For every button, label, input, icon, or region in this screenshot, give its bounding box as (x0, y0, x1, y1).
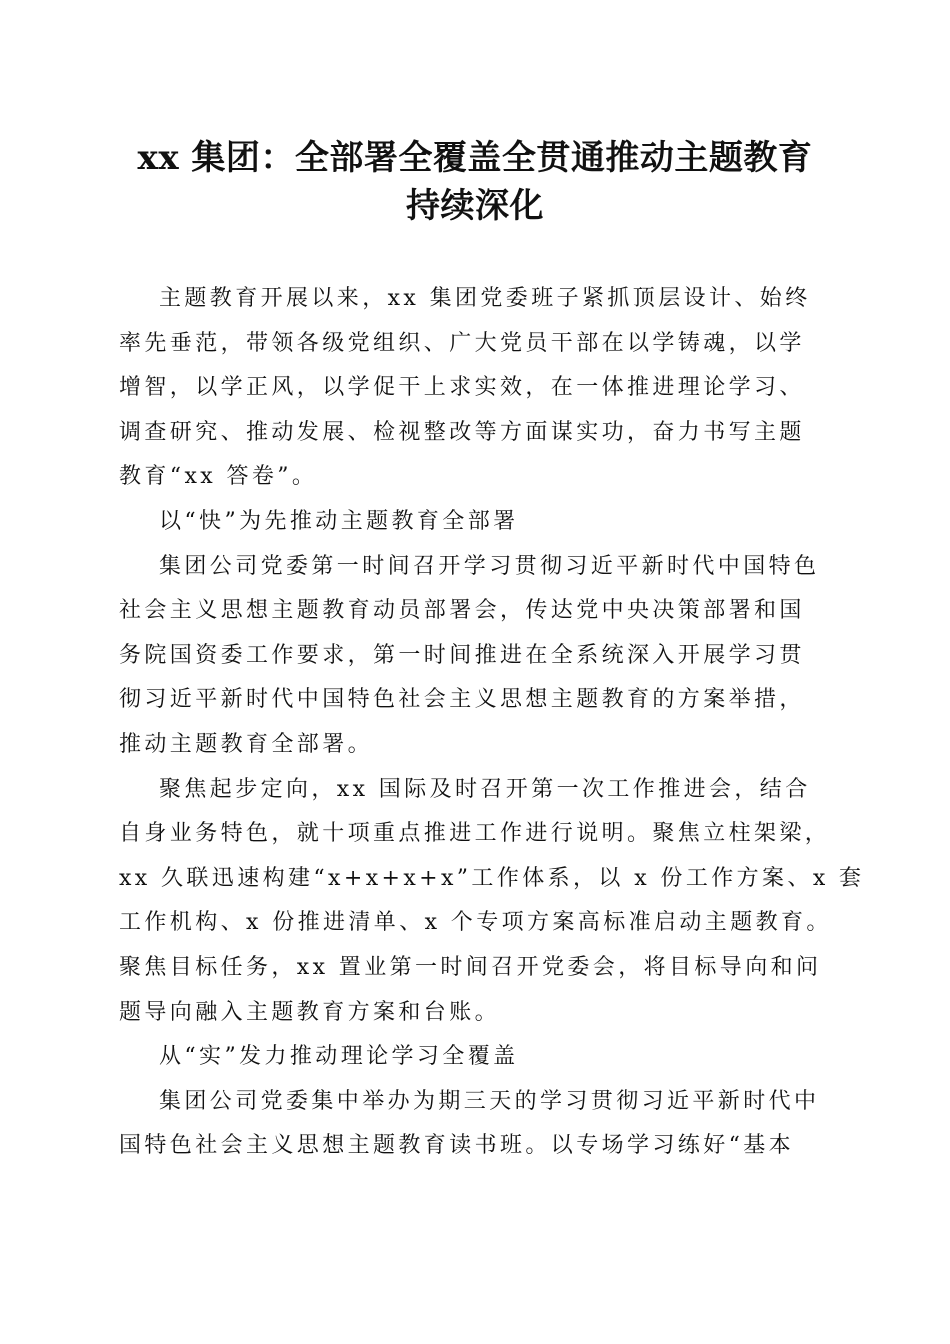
paragraph-line: 增智，以学正风，以学促干上求实效，在一体推进理论学习、 (119, 375, 805, 401)
paragraph-line: 率先垂范，带领各级党组织、广大党员干部在以学铸魂，以学 (119, 330, 805, 356)
document-title (100, 134, 850, 230)
paragraph-line: 务院国资委工作要求，第一时间推进在全系统深入开展学习贯 (119, 642, 805, 668)
document-body (119, 277, 865, 1169)
paragraph-line: 教育“xx 答卷”。 (119, 464, 318, 490)
paragraph-line: 聚焦起步定向，xx 国际及时召开第一次工作推进会，结合 (159, 776, 811, 802)
title-line: 持续深化 (406, 186, 544, 226)
paragraph-line: 调查研究、推动发展、检视整改等方面谋实功，奋力书写主题 (119, 419, 805, 445)
paragraph-line: 聚焦目标任务，xx 置业第一时间召开党委会，将目标导向和问 (119, 954, 822, 980)
paragraph-line: 自身业务特色，就十项重点推进工作进行说明。聚焦立柱架梁， (119, 821, 831, 847)
section-heading: 从“实”发力推动理论学习全覆盖 (159, 1044, 519, 1070)
paragraph-line: 工作机构、x 份推进清单、x 个专项方案高标准启动主题教育。 (119, 910, 832, 936)
paragraph-line: 主题教育开展以来，xx 集团党委班子紧抓顶层设计、始终 (159, 286, 811, 311)
section-heading: 以“快”为先推动主题教育全部署 (159, 508, 519, 534)
paragraph-line: 集团公司党委集中举办为期三天的学习贯彻习近平新时代中 (159, 1088, 820, 1114)
paragraph-line: 集团公司党委第一时间召开学习贯彻习近平新时代中国特色 (159, 553, 820, 579)
paragraph-line: 推动主题教育全部署。 (119, 731, 374, 757)
paragraph-line: 题导向融入主题教育方案和台账。 (119, 999, 501, 1025)
paragraph-line: 社会主义思想主题教育动员部署会，传达党中央决策部署和国 (119, 598, 805, 624)
paragraph-line: 彻习近平新时代中国特色社会主义思想主题教育的方案举措， (119, 687, 805, 713)
paragraph-line: xx 久联迅速构建“x+x+x+x”工作体系，以 x 份工作方案、x 套 (119, 865, 865, 891)
title-line: xx 集团：全部署全覆盖全贯通推动主题教育 (137, 138, 813, 178)
paragraph-line: 国特色社会主义思想主题教育读书班。以专场学习练好“基本 (119, 1133, 795, 1159)
